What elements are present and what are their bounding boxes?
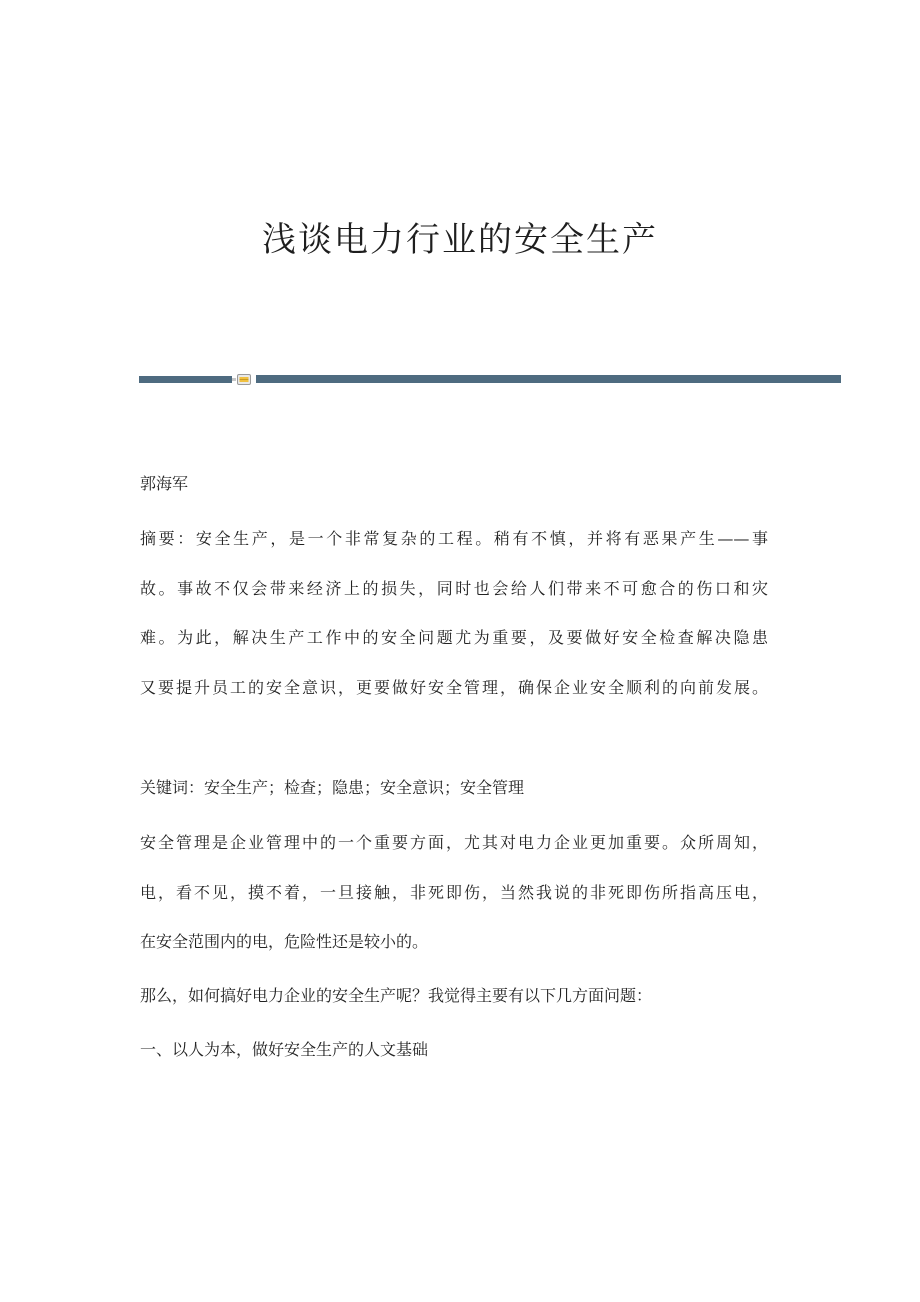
document-title: 浅谈电力行业的安全生产	[262, 220, 658, 260]
divider-bar-left	[139, 376, 232, 383]
body-line: 在安全范围内的电，危险性还是较小的。	[140, 932, 429, 951]
author-name: 郭海军	[140, 474, 189, 493]
body-line: 电，看不见，摸不着，一旦接触，非死即伤，当然我说的非死即伤所指高压电，	[140, 883, 768, 902]
title-divider	[0, 374, 920, 386]
question-paragraph: 那么，如何搞好电力企业的安全生产呢？我觉得主要有以下几方面问题：	[140, 986, 653, 1005]
abstract-line: 故。事故不仅会带来经济上的损失，同时也会给人们带来不可愈合的伤口和灾	[140, 579, 768, 598]
abstract-line: 又要提升员工的安全意识，更要做好安全管理，确保企业安全顺利的向前发展。	[140, 678, 768, 697]
divider-gap	[232, 378, 236, 381]
divider-bar-right	[256, 375, 841, 383]
abstract-line: 摘要：安全生产，是一个非常复杂的工程。稍有不慎，并将有恶果产生——事	[140, 529, 768, 548]
section-heading: 一、以人为本，做好安全生产的人文基础	[140, 1040, 429, 1059]
keywords: 关键词：安全生产；检查；隐患；安全意识；安全管理	[140, 778, 525, 797]
body-line: 安全管理是企业管理中的一个重要方面，尤其对电力企业更加重要。众所周知，	[140, 833, 768, 852]
abstract-line: 难。为此，解决生产工作中的安全问题尤为重要，及要做好安全检查解决隐患	[140, 628, 768, 647]
folder-icon	[237, 374, 251, 385]
